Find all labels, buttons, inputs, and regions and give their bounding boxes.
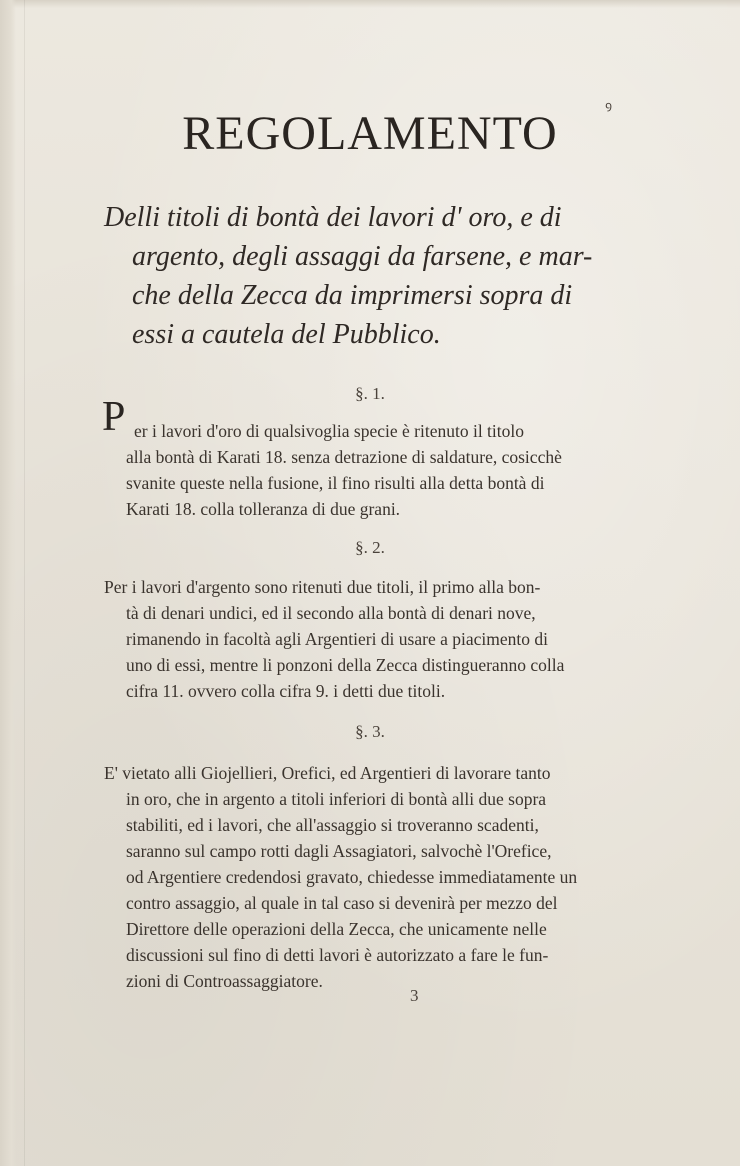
paragraph-line: stabiliti, ed i lavori, che all'assaggio si troveranno scadenti, [126, 815, 539, 835]
paragraph-line: cifra 11. ovvero colla cifra 9. i detti due titoli. [126, 681, 446, 701]
section-1-text [134, 418, 634, 444]
section-3-mark: §. 3. [355, 722, 385, 741]
subtitle-line: argento, degli assaggi da farsene, e mar- [132, 241, 593, 272]
paper-left-edge [0, 0, 16, 1166]
subtitle-line: che della Zecca da imprimersi sopra di [132, 280, 573, 311]
paper-top-edge [0, 0, 740, 8]
paragraph-line: tà di denari undici, ed il secondo alla bontà di denari nove, [126, 603, 536, 623]
section-2-mark: §. 2. [355, 538, 385, 557]
corner-mark: ꝰ [605, 98, 612, 118]
section-1-mark: §. 1. [355, 384, 385, 403]
paragraph-line: od Argentiere credendosi gravato, chiedesse immediatamente un [126, 867, 578, 887]
subtitle-line: Delli titoli di bontà dei lavori d' oro, e di [104, 202, 562, 233]
paragraph-line: in oro, che in argento a titoli inferiori di bontà alli due sopra [126, 789, 547, 809]
section-3-text-continued [126, 786, 638, 994]
paragraph-line: svanite queste nella fusione, il fino risulti alla detta bontà di [126, 473, 545, 493]
paper-fold-line [24, 0, 25, 1166]
document-subtitle [104, 198, 644, 354]
subtitle-line: essi a cautela del Pubblico. [132, 319, 441, 350]
drop-cap: P [102, 394, 126, 440]
paragraph-line: Karati 18. colla tolleranza di due grani. [126, 499, 401, 519]
paragraph-line: discussioni sul fino di detti lavori è autorizzato a fare le fun- [126, 945, 549, 965]
paragraph-line: rimanendo in facoltà agli Argentieri di usare a piacimento di [126, 629, 548, 649]
paragraph-line: saranno sul campo rotti dagli Assagiatori, salvochè l'Orefice, [126, 841, 552, 861]
paragraph-line: uno di essi, mentre li ponzoni della Zecca distingueranno colla [126, 655, 565, 675]
paragraph-line: Per i lavori d'argento sono ritenuti due titoli, il primo alla bon- [104, 577, 541, 597]
section-1-text-continued [126, 444, 634, 522]
section-3-text [104, 760, 640, 786]
paragraph-line: er i lavori d'oro di qualsivoglia specie è ritenuto il titolo [134, 421, 525, 441]
paragraph-line: zioni di Controassaggiatore. [126, 971, 323, 991]
paragraph-line: E' vietato alli Giojellieri, Orefici, ed Argentieri di lavorare tanto [104, 763, 551, 783]
section-2-text-continued [126, 600, 638, 704]
section-2-text [104, 574, 638, 600]
page-number: 3 [410, 986, 419, 1005]
paragraph-line: contro assaggio, al quale in tal caso si devenirà per mezzo del [126, 893, 558, 913]
document-title: REGOLAMENTO [182, 107, 558, 160]
paragraph-line: Direttore delle operazioni della Zecca, che unicamente nelle [126, 919, 547, 939]
paragraph-line: alla bontà di Karati 18. senza detrazione di saldature, cosicchè [126, 447, 562, 467]
